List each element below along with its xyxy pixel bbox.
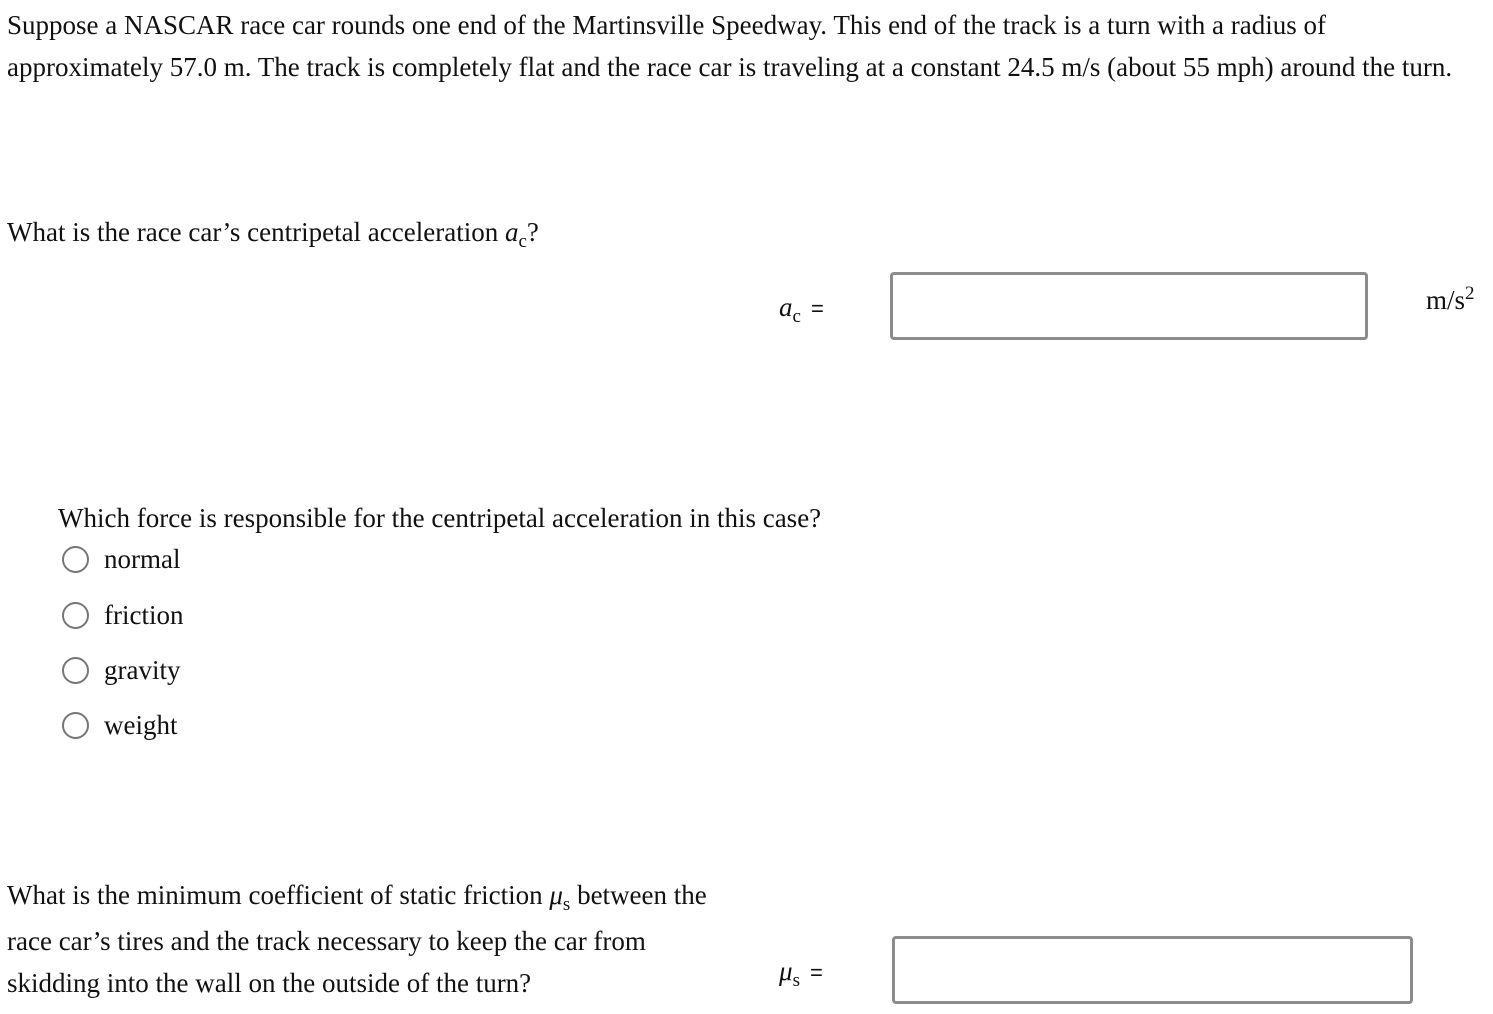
mus-label-subscript: s xyxy=(792,970,800,991)
ac-label-symbol: a xyxy=(779,292,793,322)
question-text: What is the minimum coefficient of static friction xyxy=(7,880,550,910)
unit-exponent: 2 xyxy=(1465,283,1475,304)
radio-option-gravity[interactable] xyxy=(62,650,180,690)
radio-button-icon[interactable] xyxy=(62,712,89,739)
mus-label-symbol: μ xyxy=(779,956,793,986)
question-mark: ? xyxy=(526,217,539,247)
question-text-rest: between the race car’s tires and the track necessary to keep the car from skidding into the wall on the outside of the turn? xyxy=(7,880,707,998)
variable-subscript: s xyxy=(562,894,571,915)
ac-answer-label xyxy=(779,291,824,327)
question-text: What is the race car’s centripetal acceleration xyxy=(7,217,505,247)
mus-answer-label xyxy=(779,955,823,991)
ac-unit-label xyxy=(1426,284,1475,320)
question-force-type: Which force is responsible for the centripetal acceleration in this case? xyxy=(58,503,822,533)
variable-symbol: μ xyxy=(549,880,563,910)
radio-label-normal: normal xyxy=(104,544,181,574)
radio-label-friction: friction xyxy=(104,600,184,630)
mus-equals-sign: = xyxy=(809,960,823,985)
radio-button-icon[interactable] xyxy=(62,602,89,629)
ac-label-subscript: c xyxy=(792,306,801,327)
unit-text: m/s xyxy=(1426,285,1466,315)
radio-button-icon[interactable] xyxy=(62,546,89,573)
radio-option-friction[interactable] xyxy=(62,595,183,635)
question-static-friction xyxy=(7,874,727,1004)
problem-statement: Suppose a NASCAR race car rounds one end of the Martinsville Speedway. This end of the track is a turn with a radius of approximately 57.0 m. The track is completely flat and the race car is traveling at a constant 24.5 m/s (about 55 mph) around the turn. xyxy=(7,10,1453,82)
radio-option-normal[interactable] xyxy=(62,539,180,579)
radio-label-gravity: gravity xyxy=(104,655,181,685)
ac-equals-sign: = xyxy=(810,296,824,321)
radio-button-icon[interactable] xyxy=(62,657,89,684)
radio-label-weight: weight xyxy=(104,710,178,740)
question-centripetal-acceleration xyxy=(7,211,539,257)
variable-subscript: c xyxy=(518,231,527,252)
ac-answer-input[interactable] xyxy=(890,272,1368,340)
mus-answer-input[interactable] xyxy=(892,936,1413,1004)
radio-option-weight[interactable] xyxy=(62,705,178,745)
variable-symbol: a xyxy=(504,217,519,247)
